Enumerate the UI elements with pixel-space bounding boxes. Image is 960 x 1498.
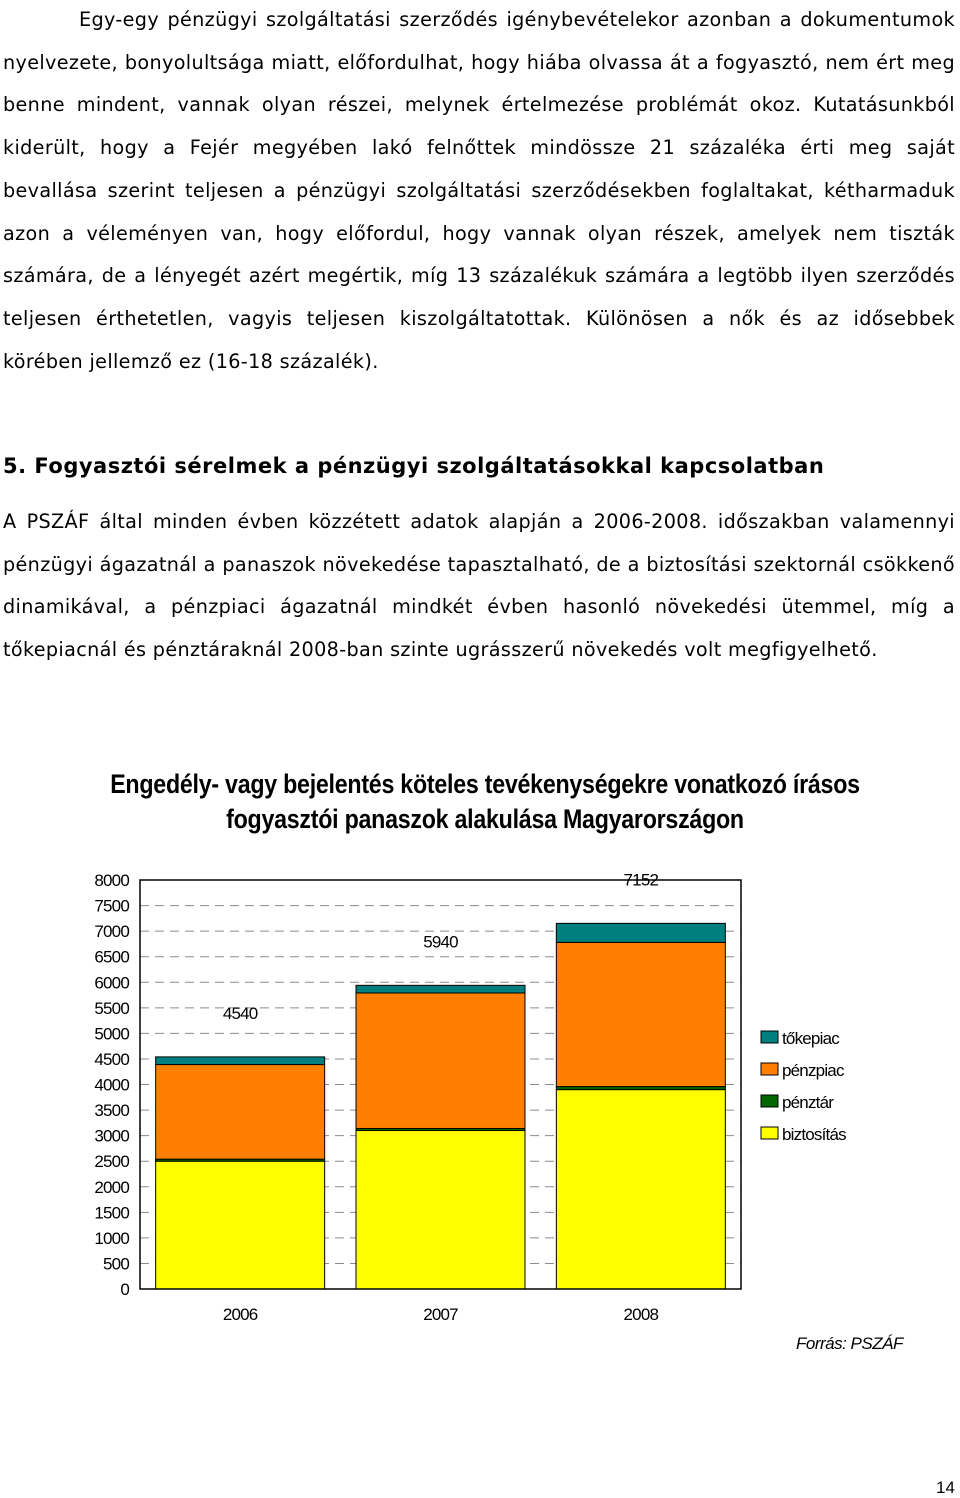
bars (156, 923, 726, 1289)
y-tick-label: 1500 (94, 1203, 129, 1223)
y-tick-label: 8000 (94, 871, 129, 890)
y-tick-label: 7000 (94, 922, 129, 942)
source-note: Forrás: PSZÁF (796, 1334, 903, 1353)
legend-label: biztosítás (782, 1125, 846, 1144)
y-tick-label: 3000 (94, 1126, 129, 1146)
x-tick-label: 2008 (623, 1305, 659, 1324)
y-tick-label: 2500 (94, 1152, 129, 1172)
legend-label: tőkepiac (782, 1029, 839, 1048)
legend-swatch-tőkepiac (761, 1031, 778, 1043)
legend-swatch-biztosítás (761, 1127, 778, 1139)
bar-segment-biztosítás-2006 (156, 1161, 325, 1289)
bar-segment-pénzpiac-2007 (356, 993, 525, 1128)
complaints-paragraph: A PSZÁF által minden évben közzétett adatok alapján a 2006-2008. időszakban valamennyi pénzügyi ágazatnál a panaszok növekedése tapasztalható, de a biztosítási szektornál csökkenő dinamikával, a pénzpiaci ágazatnál mindkét évben hasonló növekedési ütemmel, míg a tőkepiacnál és pénztáraknál 2008-ban szinte ugrásszerű növekedés volt megfigyelhető. (3, 510, 955, 662)
bar-segment-pénzpiac-2006 (156, 1065, 325, 1160)
total-label: 5940 (423, 932, 458, 952)
y-tick-label: 6000 (94, 973, 129, 993)
chart-title-line2: fogyasztói panaszok alakulása Magyarországon (226, 804, 744, 834)
section-heading: 5. Fogyasztói sérelmek a pénzügyi szolgáltatásokkal kapcsolatban (3, 454, 825, 478)
legend-label: pénzpiac (782, 1061, 844, 1080)
y-tick-label: 5500 (94, 998, 129, 1018)
bar-segment-tőkepiac-2006 (156, 1057, 325, 1065)
x-tick-label: 2007 (423, 1305, 458, 1324)
page-number: 14 (936, 1478, 955, 1497)
y-tick-label: 2000 (94, 1177, 129, 1197)
bar-segment-biztosítás-2008 (556, 1090, 725, 1289)
total-label: 7152 (623, 870, 659, 890)
legend-swatch-pénzpiac (761, 1063, 778, 1075)
x-axis-labels (223, 1305, 659, 1324)
legend-label: pénztár (782, 1093, 834, 1112)
total-label: 4540 (222, 1003, 258, 1023)
y-tick-label: 6500 (94, 947, 129, 967)
bar-segment-tőkepiac-2008 (556, 923, 725, 942)
chart-title-line1: Engedély- vagy bejelentés köteles tevékenységekre vonatkozó írásos (110, 769, 860, 799)
y-tick-label: 4500 (94, 1049, 129, 1069)
y-axis (94, 871, 129, 1299)
bar-segment-pénzpiac-2008 (556, 942, 725, 1086)
y-tick-label: 1000 (94, 1228, 129, 1248)
y-tick-label: 7500 (94, 896, 129, 916)
y-tick-label: 0 (120, 1280, 129, 1299)
bar-segment-biztosítás-2007 (356, 1131, 525, 1289)
bar-segment-tőkepiac-2007 (356, 985, 525, 993)
x-tick-label: 2006 (222, 1305, 258, 1324)
legend (761, 1029, 846, 1144)
intro-paragraph: Egy-egy pénzügyi szolgáltatási szerződés igénybevételekor azonban a dokumentumok nyelvezete, bonyolultsága miatt, előfordulhat, hogy hiába olvassa át a fogyasztó, nem ért meg benne mindent, vannak olyan részei, melynek értelmezése problémát okoz. Kutatásunkból kiderült, hogy a Fejér megyében lakó felnőttek mindössze 21 százaléka érti meg saját bevallása szerint teljesen a pénzügyi szolgáltatási szerződésekben foglaltakat, kétharmaduk azon a véleményen van, hogy előfordul, hogy vannak olyan részek, amelyek nem tiszták számára, de a lényegét azért megértik, míg 13 százalékuk számára a legtöbb ilyen szerződés teljesen érthetetlen, vagyis teljesen kiszolgáltatottak. Különösen a nők és az idősebbek körében jellemző ez (16-18 százalék). (3, 8, 955, 373)
y-tick-label: 3500 (94, 1101, 129, 1121)
legend-swatch-pénztár (761, 1095, 778, 1107)
y-tick-label: 5000 (94, 1024, 129, 1044)
y-tick-label: 4000 (94, 1075, 129, 1095)
y-tick-label: 500 (103, 1254, 129, 1274)
